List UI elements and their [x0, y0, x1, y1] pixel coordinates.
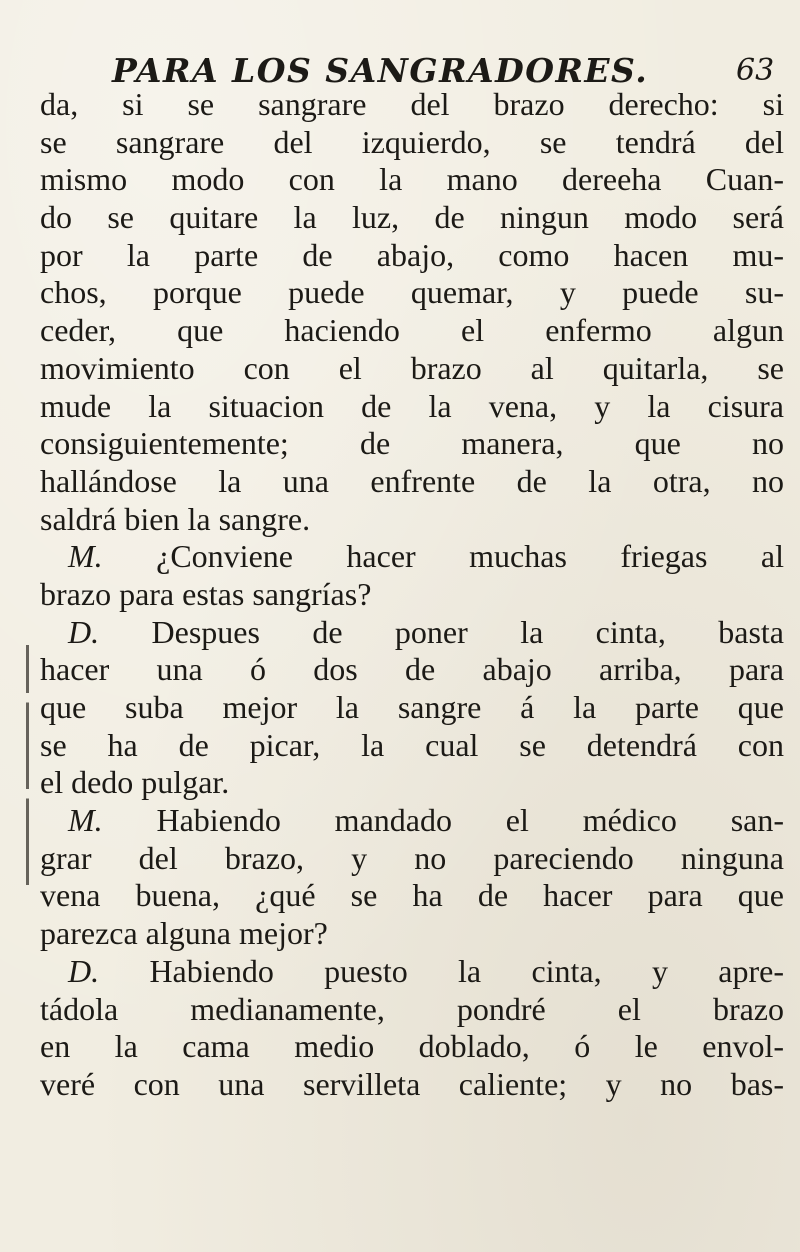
text-line-23: parezca alguna mejor? — [40, 915, 328, 952]
text-line-5: por la parte de abajo, como hacen mu- — [40, 236, 784, 273]
text-line-20: M. Habiendo mandado el médico san- — [68, 802, 784, 839]
text-line-13: M. ¿Conviene hacer muchas friegas al — [68, 538, 784, 575]
text-line-16: hacer una ó dos de abajo arriba, para — [40, 651, 784, 688]
text-line-3: mismo modo con la mano dereeha Cuan- — [40, 161, 784, 198]
text-line-12: saldrá bien la sangre. — [40, 500, 311, 537]
speaker-label: D. — [68, 952, 100, 989]
text-line-7: ceder, que haciendo el enfermo algun — [40, 312, 784, 349]
text-line-9: mude la situacion de la vena, y la cisura — [40, 387, 784, 424]
text-line-21: grar del brazo, y no pareciendo ninguna — [40, 839, 784, 876]
speaker-label: M. — [68, 538, 103, 575]
text-line-6: chos, porque puede quemar, y puede su- — [40, 274, 784, 311]
text-line-19: el dedo pulgar. — [40, 764, 230, 801]
text-line-10: consiguientemente; de manera, que no — [40, 425, 784, 462]
text-line-17: que suba mejor la sangre á la parte que — [40, 689, 784, 725]
speaker-label: M. — [68, 802, 103, 839]
text-line-4: do se quitare la luz, de ningun modo será — [40, 199, 784, 236]
text-line-26: en la cama medio doblado, ó le envol- — [40, 1028, 784, 1065]
speaker-label: D. — [68, 613, 100, 650]
text-line-18: se ha de picar, la cual se detendrá con — [40, 726, 784, 763]
text-line-2: se sangrare del izquierdo, se tendrá del — [40, 123, 784, 160]
text-line-24: D. Habiendo puesto la cinta, y apre- — [68, 952, 784, 989]
running-title: PARA LOS SANGRADORES. — [112, 51, 649, 90]
margin-bleed-mark — [26, 645, 29, 885]
text-line-1: da, si se sangrare del brazo derecho: si — [40, 86, 784, 122]
text-line-14: brazo para estas sangrías? — [40, 575, 372, 612]
text-line-11: hallándose la una enfrente de la otra, no — [40, 462, 784, 499]
body-text — [40, 86, 784, 1104]
text-line-27: veré con una servilleta caliente; y no bas- — [40, 1065, 784, 1102]
text-line-15: D. Despues de poner la cinta, basta — [68, 613, 784, 650]
text-line-25: tádola medianamente, pondré el brazo — [40, 990, 784, 1027]
text-line-22: vena buena, ¿qué se ha de hacer para que — [40, 877, 784, 914]
text-line-8: movimiento con el brazo al quitarla, se — [40, 349, 784, 386]
page-number: 63 — [736, 53, 775, 88]
